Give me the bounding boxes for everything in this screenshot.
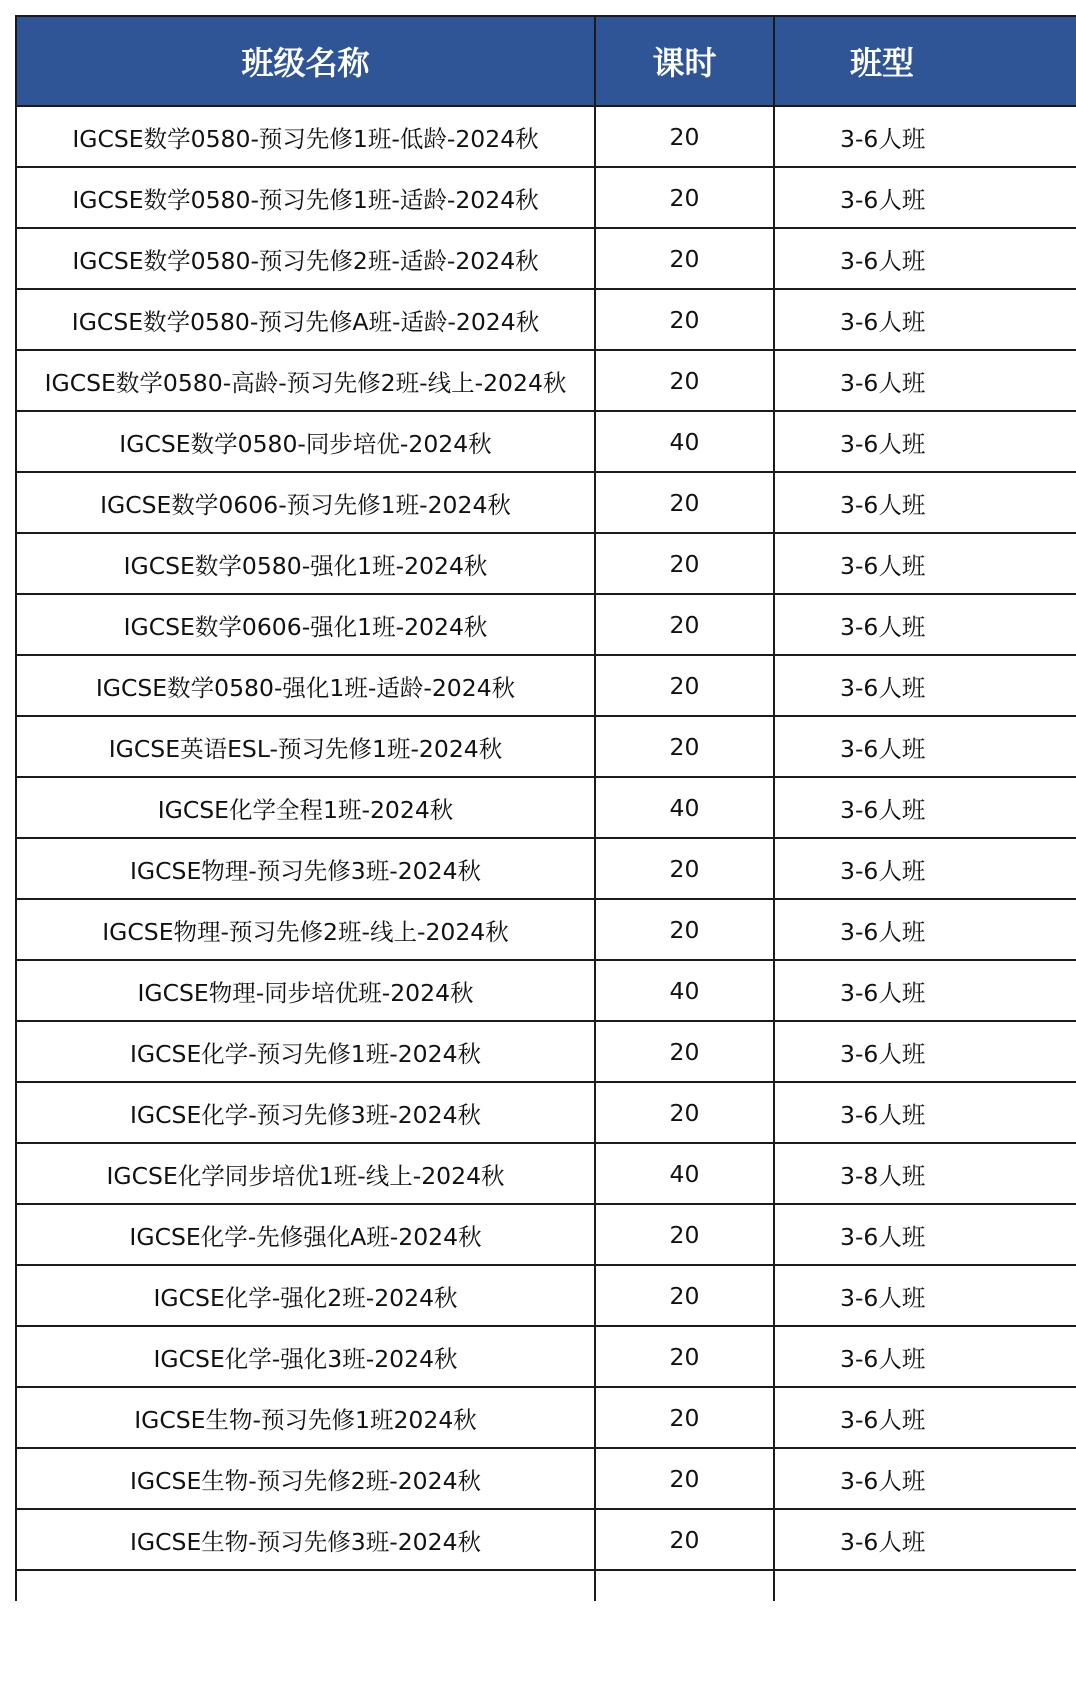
cell-hours: 40 (595, 960, 774, 1021)
cell-hours: 20 (595, 1082, 774, 1143)
cell-class-type: 3-6人班 (774, 106, 1076, 167)
course-table-container (15, 15, 1076, 1601)
cell-hours: 20 (595, 1265, 774, 1326)
cell-class-name: IGCSE数学0580-同步培优-2024秋 (16, 411, 595, 472)
table-row (16, 594, 1076, 655)
cell-hours: 40 (595, 411, 774, 472)
cell-class-type: 3-6人班 (774, 411, 1076, 472)
cell-class-name: IGCSE数学0580-预习先修1班-适龄-2024秋 (16, 167, 595, 228)
cell-class-type: 3-6人班 (774, 350, 1076, 411)
cell-class-name: IGCSE生物-预习先修1班2024秋 (16, 1387, 595, 1448)
cell-class-type: 3-6人班 (774, 1509, 1076, 1570)
cell-hours: 20 (595, 106, 774, 167)
cell-hours: 40 (595, 1143, 774, 1204)
cell-class-type: 3-6人班 (774, 533, 1076, 594)
cell-hours: 20 (595, 1021, 774, 1082)
cell-class-name: IGCSE化学-先修强化A班-2024秋 (16, 1204, 595, 1265)
table-row (16, 472, 1076, 533)
cell-hours: 20 (595, 899, 774, 960)
table-row (16, 838, 1076, 899)
cell-hours: 20 (595, 655, 774, 716)
cell-empty (774, 1570, 1076, 1601)
cell-class-name: IGCSE化学-预习先修1班-2024秋 (16, 1021, 595, 1082)
cell-class-name: IGCSE生物-预习先修2班-2024秋 (16, 1448, 595, 1509)
cell-class-type: 3-6人班 (774, 1265, 1076, 1326)
cell-class-name: IGCSE物理-预习先修3班-2024秋 (16, 838, 595, 899)
cell-class-type: 3-6人班 (774, 472, 1076, 533)
cell-hours: 20 (595, 350, 774, 411)
cell-hours: 20 (595, 167, 774, 228)
cell-class-type: 3-6人班 (774, 594, 1076, 655)
cell-class-name: IGCSE生物-预习先修3班-2024秋 (16, 1509, 595, 1570)
table-row (16, 167, 1076, 228)
cell-hours: 40 (595, 777, 774, 838)
table-row (16, 1082, 1076, 1143)
cell-hours: 20 (595, 1204, 774, 1265)
table-row (16, 777, 1076, 838)
header-row (16, 16, 1076, 106)
cell-hours: 20 (595, 289, 774, 350)
cell-hours: 20 (595, 838, 774, 899)
table-row (16, 1143, 1076, 1204)
cell-class-name: IGCSE化学全程1班-2024秋 (16, 777, 595, 838)
table-row (16, 411, 1076, 472)
cell-hours: 20 (595, 472, 774, 533)
cell-class-type: 3-6人班 (774, 960, 1076, 1021)
cell-class-type: 3-6人班 (774, 1326, 1076, 1387)
cell-class-name: IGCSE数学0580-预习先修1班-低龄-2024秋 (16, 106, 595, 167)
cell-hours: 20 (595, 716, 774, 777)
cell-class-name: IGCSE化学同步培优1班-线上-2024秋 (16, 1143, 595, 1204)
cell-class-type: 3-6人班 (774, 167, 1076, 228)
table-row (16, 1204, 1076, 1265)
cell-empty (16, 1570, 595, 1601)
cell-class-name: IGCSE数学0580-高龄-预习先修2班-线上-2024秋 (16, 350, 595, 411)
cell-class-name: IGCSE物理-同步培优班-2024秋 (16, 960, 595, 1021)
cell-class-type: 3-6人班 (774, 1387, 1076, 1448)
cell-hours: 20 (595, 533, 774, 594)
cell-class-name: IGCSE数学0580-强化1班-2024秋 (16, 533, 595, 594)
cell-hours: 20 (595, 594, 774, 655)
table-row (16, 1448, 1076, 1509)
cell-class-name: IGCSE化学-预习先修3班-2024秋 (16, 1082, 595, 1143)
table-row (16, 1021, 1076, 1082)
table-row (16, 228, 1076, 289)
cell-class-name: IGCSE化学-强化2班-2024秋 (16, 1265, 595, 1326)
cell-hours: 20 (595, 228, 774, 289)
cell-class-name: IGCSE数学0580-预习先修2班-适龄-2024秋 (16, 228, 595, 289)
cell-class-name: IGCSE物理-预习先修2班-线上-2024秋 (16, 899, 595, 960)
table-row (16, 655, 1076, 716)
table-row (16, 960, 1076, 1021)
cell-hours: 20 (595, 1387, 774, 1448)
table-row-partial (16, 1570, 1076, 1601)
cell-class-name: IGCSE数学0606-强化1班-2024秋 (16, 594, 595, 655)
table-row (16, 1326, 1076, 1387)
cell-class-type: 3-6人班 (774, 1021, 1076, 1082)
header-class-name: 班级名称 (16, 16, 595, 106)
table-row (16, 533, 1076, 594)
table-body (16, 106, 1076, 1601)
cell-class-type: 3-6人班 (774, 1082, 1076, 1143)
cell-class-name: IGCSE英语ESL-预习先修1班-2024秋 (16, 716, 595, 777)
cell-class-type: 3-6人班 (774, 289, 1076, 350)
table-row (16, 1387, 1076, 1448)
cell-class-name: IGCSE数学0580-强化1班-适龄-2024秋 (16, 655, 595, 716)
cell-class-name: IGCSE化学-强化3班-2024秋 (16, 1326, 595, 1387)
cell-class-type: 3-6人班 (774, 228, 1076, 289)
table-row (16, 716, 1076, 777)
cell-class-type: 3-8人班 (774, 1143, 1076, 1204)
table-row (16, 1509, 1076, 1570)
table-row (16, 289, 1076, 350)
cell-class-type: 3-6人班 (774, 899, 1076, 960)
table-row (16, 350, 1076, 411)
cell-hours: 20 (595, 1326, 774, 1387)
table-row (16, 899, 1076, 960)
table-row (16, 1265, 1076, 1326)
cell-hours: 20 (595, 1509, 774, 1570)
cell-class-type: 3-6人班 (774, 1448, 1076, 1509)
cell-class-name: IGCSE数学0606-预习先修1班-2024秋 (16, 472, 595, 533)
table-header (16, 16, 1076, 106)
cell-empty (595, 1570, 774, 1601)
cell-class-type: 3-6人班 (774, 716, 1076, 777)
cell-class-name: IGCSE数学0580-预习先修A班-适龄-2024秋 (16, 289, 595, 350)
cell-hours: 20 (595, 1448, 774, 1509)
cell-class-type: 3-6人班 (774, 1204, 1076, 1265)
cell-class-type: 3-6人班 (774, 655, 1076, 716)
cell-class-type: 3-6人班 (774, 838, 1076, 899)
cell-class-type: 3-6人班 (774, 777, 1076, 838)
course-table (15, 15, 1076, 1601)
table-row (16, 106, 1076, 167)
header-hours: 课时 (595, 16, 774, 106)
header-class-type: 班型 (774, 16, 1076, 106)
